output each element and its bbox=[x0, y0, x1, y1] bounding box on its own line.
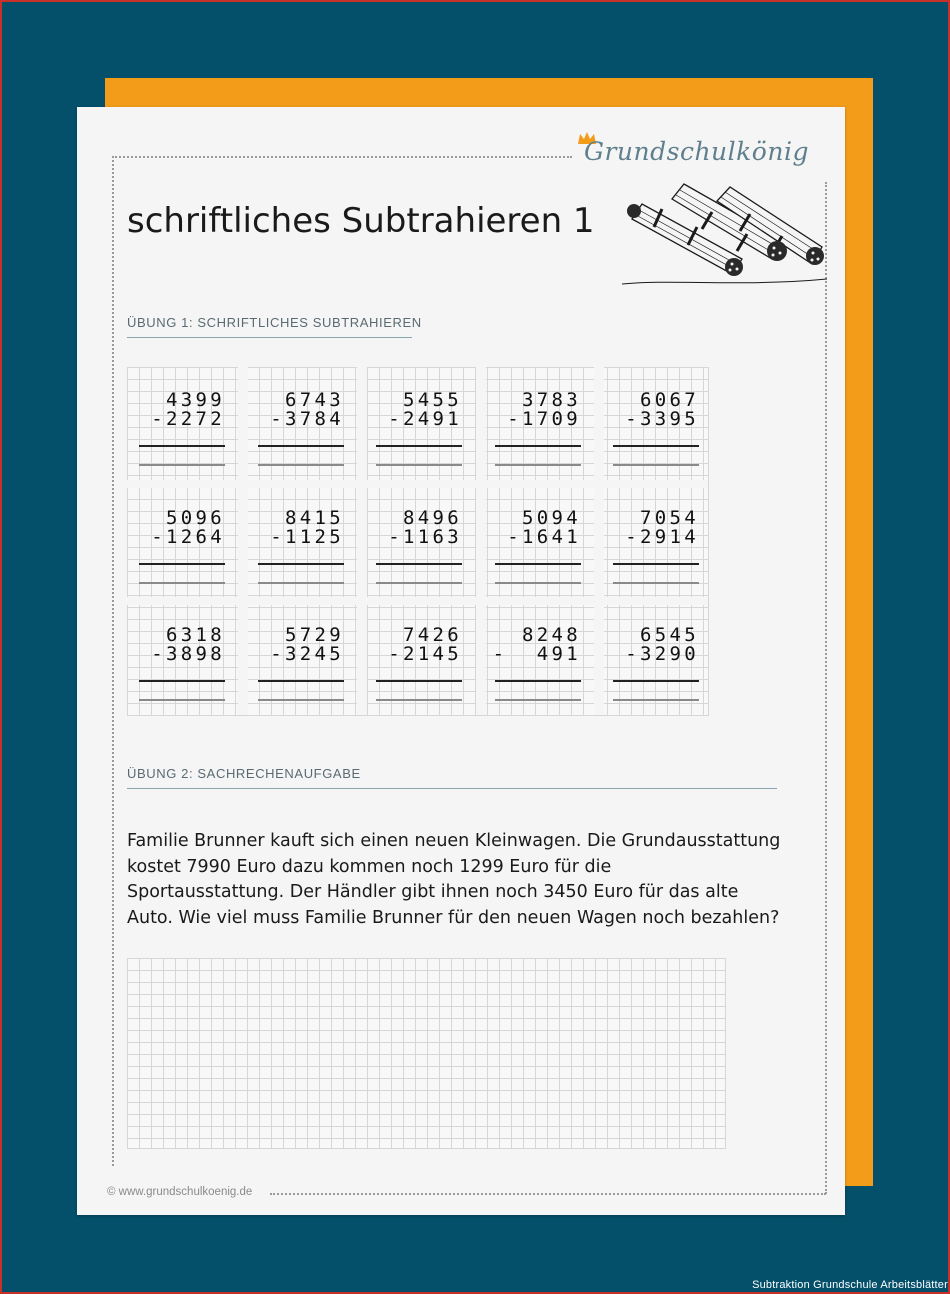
subtraction-problem bbox=[374, 604, 466, 710]
result-line bbox=[139, 563, 225, 565]
exercise2-heading: ÜBUNG 2: SACHRECHENAUFGABE bbox=[127, 766, 361, 781]
result-line bbox=[613, 563, 699, 565]
result-line-double bbox=[139, 582, 225, 584]
minuend: 5729 bbox=[285, 624, 344, 646]
result-line-double bbox=[376, 582, 462, 584]
subtraction-problem bbox=[493, 369, 585, 475]
word-problem-text bbox=[127, 829, 797, 931]
result-line bbox=[495, 563, 581, 565]
result-line bbox=[258, 680, 344, 682]
brand-logo: Grundschulkönig bbox=[584, 137, 809, 166]
dotted-border-left bbox=[112, 156, 114, 1166]
minuend: 5455 bbox=[403, 389, 462, 411]
word-problem-line: Familie Brunner kauft sich einen neuen Kleinwagen. Die Grundausstattung bbox=[127, 831, 781, 851]
subtrahend: -2491 bbox=[388, 408, 462, 430]
subtraction-problem bbox=[256, 487, 348, 593]
footer-copyright: © www.grundschulkoenig.de bbox=[107, 1186, 253, 1198]
word-problem-line: kostet 7990 Euro dazu kommen noch 1299 Euro für die bbox=[127, 856, 612, 877]
result-line-double bbox=[376, 464, 462, 466]
answer-grid[interactable] bbox=[127, 958, 726, 1149]
subtraction-problem bbox=[256, 604, 348, 710]
subtrahend: -2272 bbox=[151, 408, 225, 430]
minuend: 6545 bbox=[640, 624, 699, 646]
minuend: 8415 bbox=[285, 507, 344, 529]
result-line-double bbox=[613, 464, 699, 466]
result-line bbox=[376, 563, 462, 565]
subtrahend: -3898 bbox=[151, 643, 225, 665]
subtrahend: -2914 bbox=[625, 526, 699, 548]
subtraction-problem bbox=[256, 369, 348, 475]
minuend: 6743 bbox=[285, 389, 344, 411]
subtraction-problem bbox=[611, 604, 703, 710]
worksheet-page bbox=[77, 107, 845, 1215]
minuend: 3783 bbox=[522, 389, 581, 411]
result-line-double bbox=[613, 699, 699, 701]
result-line-double bbox=[139, 464, 225, 466]
subtraction-problem bbox=[611, 487, 703, 593]
result-line bbox=[613, 445, 699, 447]
subtrahend: -3290 bbox=[625, 643, 699, 665]
subtrahend: -3784 bbox=[270, 408, 344, 430]
minuend: 8248 bbox=[522, 624, 581, 646]
subtraction-problem bbox=[374, 487, 466, 593]
subtraction-problem bbox=[374, 369, 466, 475]
dotted-border-bottom bbox=[270, 1193, 826, 1195]
subtrahend: -1709 bbox=[507, 408, 581, 430]
result-line bbox=[139, 445, 225, 447]
word-problem-line: Auto. Wie viel muss Familie Brunner für den neuen Wagen noch bezahlen? bbox=[127, 907, 780, 928]
result-line-double bbox=[495, 582, 581, 584]
result-line bbox=[258, 445, 344, 447]
wood-bundles-illustration bbox=[622, 179, 827, 291]
exercise2-underline bbox=[127, 788, 777, 789]
result-line-double bbox=[258, 464, 344, 466]
minuend: 7426 bbox=[403, 624, 462, 646]
subtrahend: -2145 bbox=[388, 643, 462, 665]
subtraction-problem bbox=[137, 487, 229, 593]
result-line-double bbox=[495, 464, 581, 466]
minuend: 6318 bbox=[166, 624, 225, 646]
subtraction-problem bbox=[493, 604, 585, 710]
result-line-double bbox=[139, 699, 225, 701]
result-line-double bbox=[613, 582, 699, 584]
page-title: schriftliches Subtrahieren 1 bbox=[127, 201, 595, 241]
result-line bbox=[376, 680, 462, 682]
subtrahend: -1641 bbox=[507, 526, 581, 548]
result-line bbox=[495, 680, 581, 682]
subtraction-problem bbox=[137, 369, 229, 475]
image-caption: Subtraktion Grundschule Arbeitsblätter bbox=[752, 1279, 948, 1291]
subtraction-problem bbox=[611, 369, 703, 475]
result-line-double bbox=[495, 699, 581, 701]
exercise1-heading: ÜBUNG 1: SCHRIFTLICHES SUBTRAHIEREN bbox=[127, 315, 422, 330]
subtrahend: -3395 bbox=[625, 408, 699, 430]
subtrahend: -1163 bbox=[388, 526, 462, 548]
result-line-double bbox=[376, 699, 462, 701]
subtrahend: - 491 bbox=[492, 643, 581, 665]
dotted-border-top bbox=[112, 156, 572, 158]
minuend: 5094 bbox=[522, 507, 581, 529]
subtrahend: -3245 bbox=[270, 643, 344, 665]
dotted-border-right bbox=[825, 182, 827, 1194]
exercise1-underline bbox=[127, 337, 412, 338]
minuend: 7054 bbox=[640, 507, 699, 529]
result-line-double bbox=[258, 699, 344, 701]
minuend: 6067 bbox=[640, 389, 699, 411]
result-line bbox=[613, 680, 699, 682]
minuend: 5096 bbox=[166, 507, 225, 529]
result-line bbox=[376, 445, 462, 447]
word-problem-line: Sportausstattung. Der Händler gibt ihnen noch 3450 Euro für das alte bbox=[127, 882, 739, 902]
result-line bbox=[139, 680, 225, 682]
minuend: 8496 bbox=[403, 507, 462, 529]
subtrahend: -1264 bbox=[151, 526, 225, 548]
subtraction-problem bbox=[137, 604, 229, 710]
result-line bbox=[258, 563, 344, 565]
subtraction-problem bbox=[493, 487, 585, 593]
result-line-double bbox=[258, 582, 344, 584]
subtrahend: -1125 bbox=[270, 526, 344, 548]
minuend: 4399 bbox=[166, 389, 225, 411]
result-line bbox=[495, 445, 581, 447]
